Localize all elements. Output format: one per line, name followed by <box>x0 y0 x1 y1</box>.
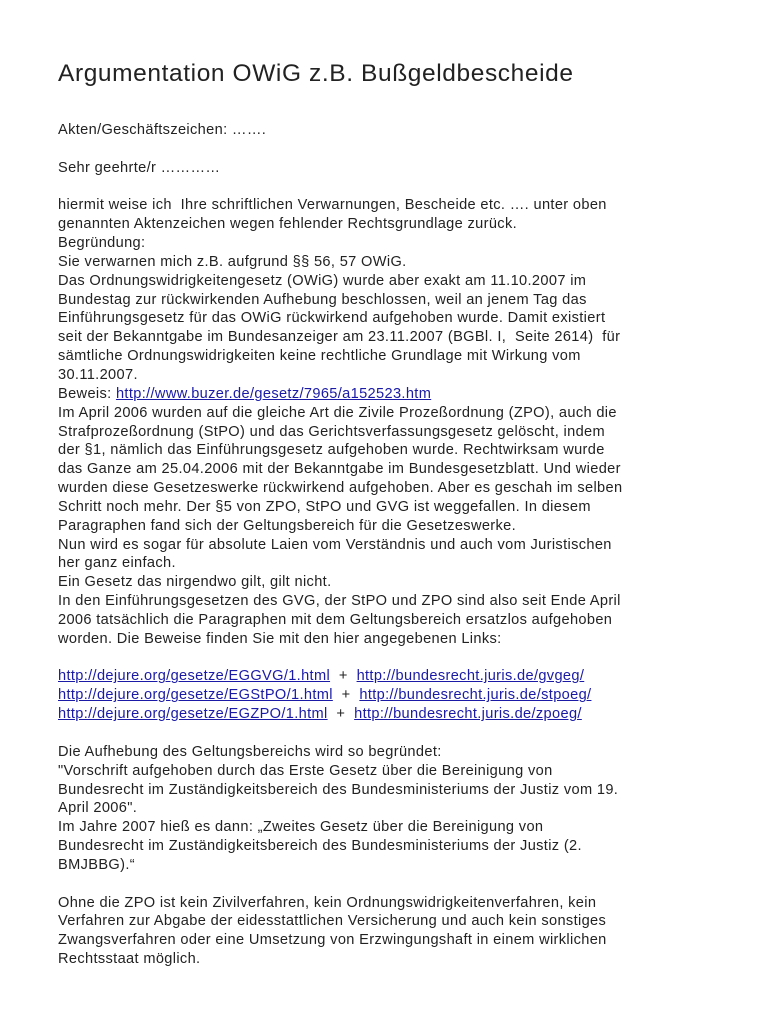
text-segment: Beweis: <box>58 385 116 402</box>
hyperlink[interactable]: http://dejure.org/gesetze/EGZPO/1.html <box>58 706 328 723</box>
text-line <box>58 121 738 140</box>
text-segment: Zwangsverfahren oder eine Umsetzung von Erzwingungshaft in einem wirklichen <box>58 932 607 949</box>
text-line <box>58 517 738 536</box>
hyperlink[interactable]: http://www.buzer.de/gesetz/7965/a152523.htm <box>115 385 432 402</box>
text-line <box>58 404 738 423</box>
text-line <box>58 743 738 762</box>
text-segment: "Vorschrift aufgehoben durch das Erste Gesetz über die Bereinigung von <box>58 762 553 779</box>
paragraph <box>58 667 738 724</box>
text-line <box>58 611 738 630</box>
text-line <box>58 630 738 649</box>
paragraph-gap <box>58 724 738 743</box>
text-segment: Paragraphen fand sich der Geltungsbereich für die Gesetzeswerke. <box>58 517 517 534</box>
text-segment: BMJBBG).“ <box>58 856 135 873</box>
text-line <box>58 667 738 686</box>
hyperlink[interactable]: http://bundesrecht.juris.de/zpoeg/ <box>354 706 582 723</box>
text-segment: Im Jahre 2007 hieß es dann: „Zweites Gesetz über die Bereinigung von <box>58 819 544 836</box>
paragraph <box>58 121 738 140</box>
text-segment: worden. Die Beweise finden Sie mit den hier angegebenen Links: <box>58 630 502 647</box>
paragraph-gap <box>58 140 738 159</box>
text-line <box>58 291 738 310</box>
text-line <box>58 385 738 404</box>
text-segment: wurden diese Gesetzeswerke rückwirkend aufgehoben. Aber es geschah im selben <box>58 480 623 497</box>
paragraph <box>58 196 738 648</box>
text-segment: Begründung: <box>58 235 146 252</box>
paragraph <box>58 159 738 178</box>
paragraph <box>58 894 738 969</box>
text-segment: Akten/Geschäftszeichen: ……. <box>58 122 267 138</box>
text-segment: Nun wird es sogar für absolute Laien vom Verständnis und auch vom Juristischen <box>58 536 612 553</box>
plus-separator: + <box>332 687 360 704</box>
text-line <box>58 272 738 291</box>
document-body <box>58 121 738 969</box>
text-segment: seit der Bekanntgabe im Bundesanzeiger am 23.11.2007 (BGBl. I, Seite 2614) für <box>58 329 621 346</box>
hyperlink[interactable]: http://dejure.org/gesetze/EGGVG/1.html <box>58 668 331 685</box>
paragraph-gap <box>58 649 738 668</box>
hyperlink[interactable]: http://bundesrecht.juris.de/stpoeg/ <box>359 687 592 704</box>
text-line <box>58 931 738 950</box>
text-segment: Ohne die ZPO ist kein Zivilverfahren, kein Ordnungswidrigkeitenverfahren, kein <box>58 894 597 911</box>
text-segment: In den Einführungsgesetzen des GVG, der StPO und ZPO sind also seit Ende April <box>58 593 621 610</box>
text-line <box>58 328 738 347</box>
text-line <box>58 818 738 837</box>
text-segment: der §1, nämlich das Einführungsgesetz aufgehoben wurde. Rechtwirksam wurde <box>58 442 605 459</box>
text-segment: Im April 2006 wurden auf die gleiche Art die Zivile Prozeßordnung (ZPO), auch die <box>58 404 617 421</box>
text-segment: Verfahren zur Abgabe der eidesstattlichen Versicherung und auch kein sonstiges <box>58 913 607 930</box>
text-line <box>58 441 738 460</box>
text-line <box>58 837 738 856</box>
text-line <box>58 894 738 913</box>
document-title: Argumentation OWiG z.B. Bußgeldbescheide <box>58 60 574 87</box>
hyperlink[interactable]: http://dejure.org/gesetze/EGStPO/1.html <box>58 687 333 704</box>
text-line <box>58 479 738 498</box>
hyperlink[interactable]: http://bundesrecht.juris.de/gvgeg/ <box>356 668 585 685</box>
text-segment: Die Aufhebung des Geltungsbereichs wird so begründet: <box>58 743 442 760</box>
text-line <box>58 196 738 215</box>
text-segment: Einführungsgesetz für das OWiG rückwirkend aufgehoben wurde. Damit existiert <box>58 310 606 327</box>
text-segment: Rechtsstaat möglich. <box>58 951 201 968</box>
text-segment: 30.11.2007. <box>58 366 138 383</box>
text-segment: April 2006". <box>58 800 138 817</box>
text-segment: Das Ordnungswidrigkeitengesetz (OWiG) wurde aber exakt am 11.10.2007 im <box>58 272 587 289</box>
text-segment: genannten Aktenzeichen wegen fehlender Rechtsgrundlage zurück. <box>58 216 518 233</box>
text-line <box>58 705 738 724</box>
paragraph-gap <box>58 875 738 894</box>
text-line <box>58 536 738 555</box>
text-line <box>58 856 738 875</box>
text-line <box>58 592 738 611</box>
text-line <box>58 347 738 366</box>
text-line <box>58 159 738 178</box>
text-line <box>58 762 738 781</box>
text-line <box>58 253 738 272</box>
text-line <box>58 950 738 969</box>
paragraph <box>58 743 738 875</box>
text-segment: Sehr geehrte/r ………… <box>58 159 221 176</box>
text-segment: Bundesrecht im Zuständigkeitsbereich des Bundesministeriums der Justiz (2. <box>58 838 582 855</box>
text-segment: hiermit weise ich Ihre schriftlichen Verwarnungen, Bescheide etc. …. unter oben <box>58 197 607 214</box>
text-line <box>58 912 738 931</box>
text-line <box>58 234 738 253</box>
plus-separator: + <box>330 668 357 685</box>
text-line <box>58 781 738 800</box>
text-line <box>58 366 738 385</box>
text-segment: das Ganze am 25.04.2006 mit der Bekanntgabe im Bundesgesetzblatt. Und wieder <box>58 461 621 478</box>
text-segment: sämtliche Ordnungswidrigkeiten keine rechtliche Grundlage mit Wirkung vom <box>58 348 581 365</box>
text-segment: her ganz einfach. <box>58 555 176 572</box>
text-segment: Bundestag zur rückwirkenden Aufhebung beschlossen, weil an jenem Tag das <box>58 291 587 308</box>
text-segment: 2006 tatsächlich die Paragraphen mit dem Geltungsbereich ersatzlos aufgehoben <box>58 611 613 628</box>
text-line <box>58 498 738 517</box>
text-segment: Sie verwarnen mich z.B. aufgrund §§ 56, 57 OWiG. <box>58 253 407 270</box>
paragraph-gap <box>58 178 738 197</box>
text-segment: Strafprozeßordnung (StPO) und das Gerichtsverfassungsgesetz gelöscht, indem <box>58 423 606 440</box>
text-line <box>58 686 738 705</box>
text-line <box>58 423 738 442</box>
text-line <box>58 799 738 818</box>
text-line <box>58 460 738 479</box>
text-segment: Schritt noch mehr. Der §5 von ZPO, StPO und GVG ist weggefallen. In diesem <box>58 498 591 515</box>
text-line <box>58 309 738 328</box>
text-line <box>58 215 738 234</box>
text-segment: Bundesrecht im Zuständigkeitsbereich des Bundesministeriums der Justiz vom 19. <box>58 781 619 798</box>
plus-separator: + <box>327 706 355 723</box>
text-line <box>58 573 738 592</box>
text-segment: Ein Gesetz das nirgendwo gilt, gilt nicht. <box>58 574 332 591</box>
text-line <box>58 554 738 573</box>
